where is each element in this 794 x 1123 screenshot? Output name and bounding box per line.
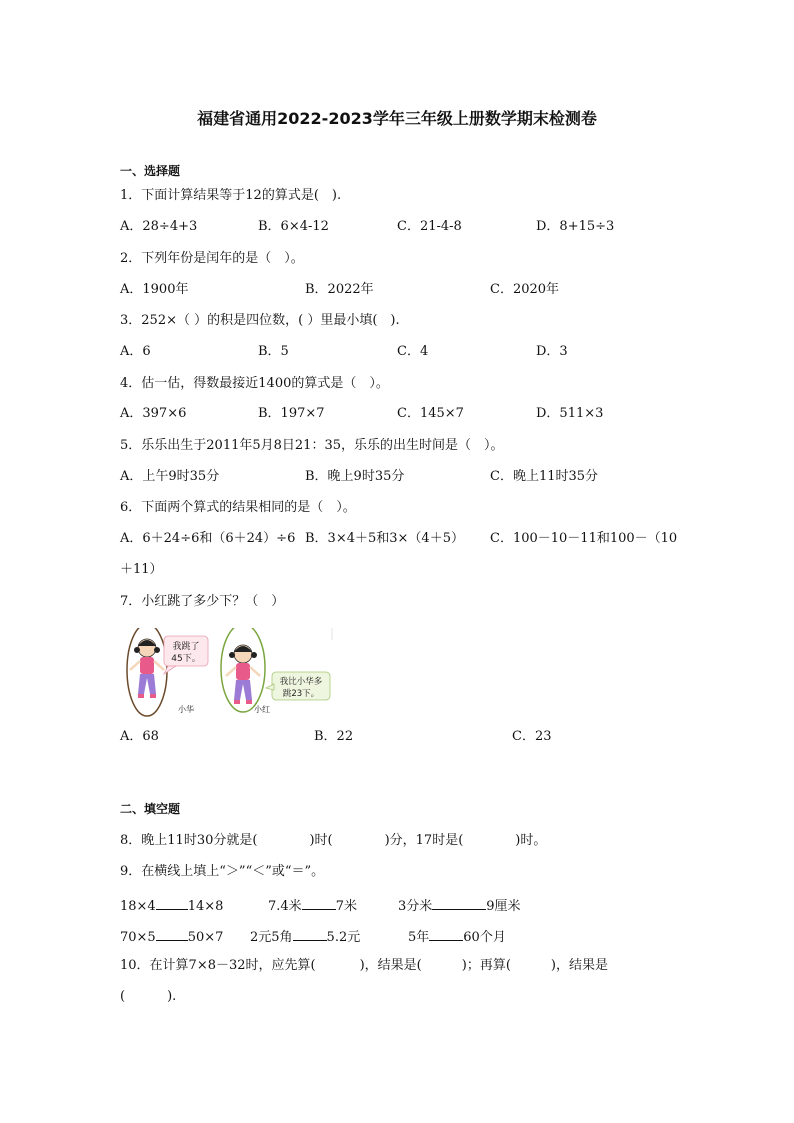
q10-text-3: )；再算( (461, 958, 511, 973)
q1-option-a: A．28÷4+3 (120, 219, 198, 234)
question-10 (120, 957, 608, 975)
q6-option-c: C．100－10－11和100－（10 (490, 531, 678, 546)
page-title: 福建省通用2022-2023学年三年级上册数学期末检测卷 (197, 109, 597, 128)
question-8 (120, 832, 546, 850)
q9-item-4-blank[interactable] (156, 926, 188, 941)
bubble-2-line-2: 跳23下。 (282, 689, 320, 699)
q8-text-2: )时( (309, 833, 333, 848)
q3-option-b: B．5 (258, 344, 289, 359)
jump-rope-figure (120, 628, 335, 720)
q9-item-6 (408, 926, 506, 947)
q9-item-1-left: 18×4 (120, 899, 156, 914)
q9-item-6-blank[interactable] (429, 926, 463, 941)
question-5: 5．乐乐出生于2011年5月8日21：35，乐乐的出生时间是（ ）。 (120, 438, 504, 453)
q2-option-c: C．2020年 (490, 282, 560, 297)
q9-item-3-blank[interactable] (432, 895, 486, 910)
section-heading-fill: 二、填空题 (120, 802, 181, 816)
q1-option-c: C．21-4-8 (397, 219, 462, 234)
q9-item-6-left: 5年 (408, 930, 430, 945)
section-heading-choice: 一、选择题 (120, 164, 181, 178)
bubble-1-line-2: 45下。 (171, 654, 201, 664)
jump-rope-illustration (120, 628, 335, 720)
q9-item-5-left: 2元5角 (250, 930, 293, 945)
q9-item-3-left: 3分米 (398, 899, 433, 914)
q9-item-4-left: 70×5 (120, 930, 156, 945)
girl-xiaohong-figure (221, 628, 265, 712)
q9-item-6-right: 60个月 (463, 930, 506, 945)
q3-option-c: C．4 (397, 344, 429, 359)
q9-item-5 (250, 926, 360, 947)
q9-item-1 (120, 895, 223, 916)
q9-item-2 (268, 895, 357, 916)
q9-item-5-right: 5.2元 (326, 930, 361, 945)
q9-item-1-blank[interactable] (156, 895, 188, 910)
q9-item-2-right: 7米 (335, 899, 357, 914)
q4-option-a: A．397×6 (120, 406, 187, 421)
q9-item-4-right: 50×7 (187, 930, 224, 945)
q9-item-2-blank[interactable] (302, 895, 336, 910)
q6-option-c-continuation: ＋11） (120, 562, 163, 577)
q6-option-a: A．6＋24÷6和（6＋24）÷6 (120, 531, 296, 546)
question-9: 9．在横线上填上“＞”“＜”或“＝”。 (120, 864, 325, 879)
q8-text-1: 8．晚上11时30分就是( (120, 833, 258, 848)
q7-option-b: B．22 (314, 729, 354, 744)
q4-option-d: D．511×3 (536, 406, 604, 421)
question-6: 6．下面两个算式的结果相同的是（ ）。 (120, 500, 356, 515)
q7-option-a: A．68 (120, 729, 159, 744)
q10-text-5: ( (120, 989, 126, 1004)
q3-option-a: A．6 (120, 344, 151, 359)
q4-option-b: B．197×7 (258, 406, 325, 421)
question-3: 3．252×（ ）的积是四位数，( ）里最小填( ). (120, 313, 400, 328)
q8-text-4: )时。 (515, 833, 547, 848)
question-10-continuation (120, 988, 176, 1006)
q9-item-3-right: 9厘米 (486, 899, 521, 914)
q3-option-d: D．3 (536, 344, 568, 359)
question-1: 1．下面计算结果等于12的算式是( ). (120, 188, 342, 203)
q5-option-c: C．晚上11时35分 (490, 469, 599, 484)
bubble-2-line-1: 我比小华多 (279, 677, 323, 687)
q9-item-4 (120, 926, 223, 947)
q9-item-2-left: 7.4米 (268, 899, 302, 914)
q7-option-c: C．23 (512, 729, 552, 744)
q4-option-c: C．145×7 (397, 406, 464, 421)
bubble-1-line-1: 我跳了 (172, 642, 200, 652)
name-label-xiaohong: 小红 (254, 705, 270, 714)
q5-option-b: B．晚上9时35分 (305, 469, 405, 484)
question-4: 4．估一估，得数最接近1400的算式是（ ）。 (120, 376, 389, 391)
q10-text-6: ). (167, 989, 177, 1004)
q8-text-3: )分，17时是( (384, 833, 464, 848)
question-2: 2．下列年份是闰年的是（ ）。 (120, 251, 304, 266)
q10-text-1: 10．在计算7×8－32时，应先算( (120, 958, 316, 973)
question-7: 7．小红跳了多少下？（ ） (120, 594, 285, 609)
q2-option-b: B．2022年 (305, 282, 374, 297)
q9-item-1-right: 14×8 (187, 899, 224, 914)
q2-option-a: A．1900年 (120, 282, 189, 297)
q9-item-5-blank[interactable] (293, 926, 327, 941)
q1-option-b: B．6×4-12 (258, 219, 329, 234)
q10-text-4: )，结果是 (550, 958, 608, 973)
q10-text-2: )，结果是( (359, 958, 422, 973)
q6-option-b: B．3×4＋5和3×（4＋5） (305, 531, 464, 546)
name-label-xiaohua: 小华 (178, 705, 194, 714)
q1-option-d: D．8+15÷3 (536, 219, 615, 234)
q9-item-3 (398, 895, 521, 916)
girl-xiaohua-figure (127, 628, 167, 716)
q5-option-a: A．上午9时35分 (120, 469, 220, 484)
